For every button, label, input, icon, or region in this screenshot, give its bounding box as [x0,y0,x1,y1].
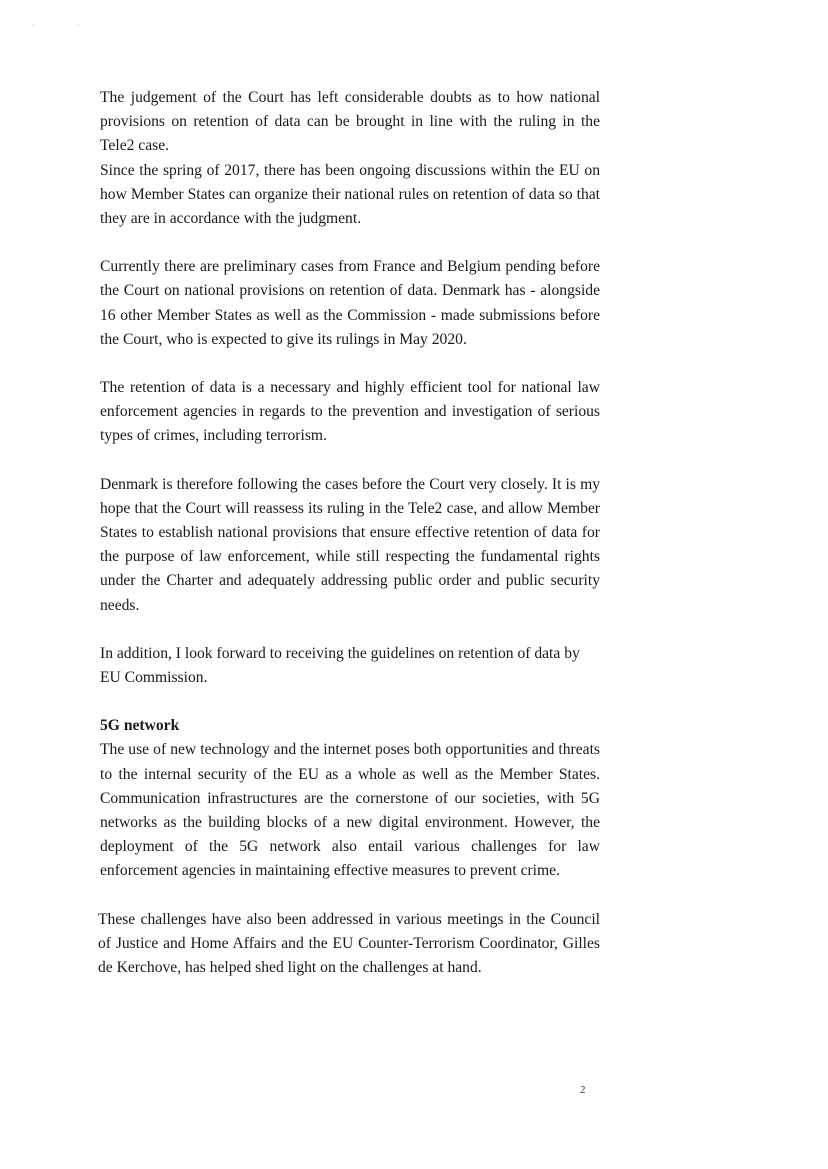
paragraph: Currently there are preliminary cases from France and Belgium pending before the Court on national provisions on retention of data. Denmark has - alongside 16 other Member States as well as the Commission - made submissions before the Court, who is expected to give its rulings in May 2020. [100,258,600,348]
scan-artifact: · [77,21,80,30]
paragraph: The use of new technology and the internet poses both opportunities and threats to the internal security of the EU as a whole as well as the Member States. Communication infrastructures are the cornerstone of our societies, with 5G networks as the building blocks of a new digital environment. However, the deployment of the 5G network also entail various challenges for law enforcement agencies in maintaining effective measures to prevent crime. [100,741,600,880]
document-body [100,86,600,980]
scan-artifact: · [32,21,35,30]
paragraph: Since the spring of 2017, there has been ongoing discussions within the EU on how Member States can organize their national rules on retention of data so that they are in accordance with the judgment. [100,161,600,228]
page-number: 2 [580,1084,586,1096]
paragraph: Denmark is therefore following the cases before the Court very closely. It is my hope that the Court will reassess its ruling in the Tele2 case, and allow Member States to establish national provisions that ensure effective retention of data for the purpose of law enforcement, while still respecting the fundamental rights under the Charter and adequately addressing public order and public security needs. [100,475,600,614]
paragraph: The judgement of the Court has left considerable doubts as to how national provisions on retention of data can be brought in line with the ruling in the Tele2 case. [100,89,600,155]
paragraph: These challenges have also been addressed in various meetings in the Council of Justice and Home Affairs and the EU Counter-Terrorism Coordinator, Gilles de Kerchove, has helped shed light on the challenges at hand. [98,910,600,977]
paragraph: In addition, I look forward to receiving the guidelines on retention of data by EU Commission. [100,644,580,687]
paragraph: The retention of data is a necessary and highly efficient tool for national law enforcement agencies in regards to the prevention and investigation of serious types of crimes, including terrorism. [100,379,600,445]
section-heading: 5G network [100,717,180,735]
